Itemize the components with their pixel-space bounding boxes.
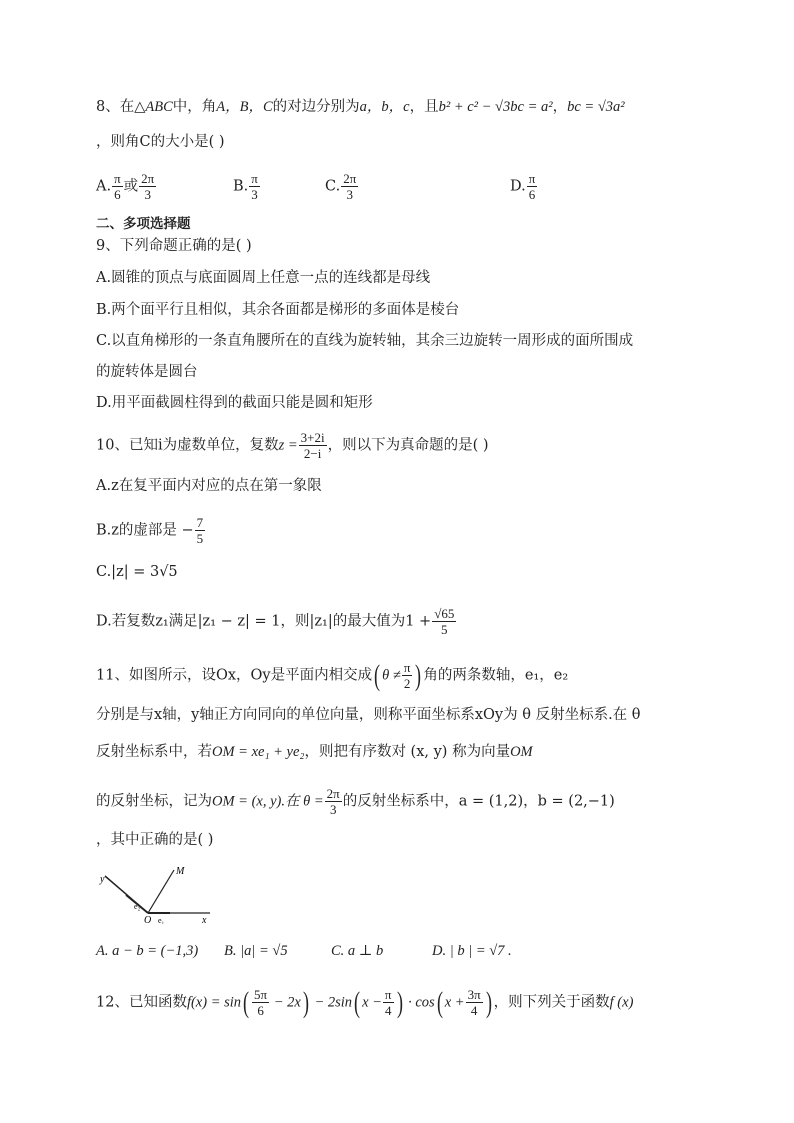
q9-option-d: D.用平面截圆柱得到的截面只能是圆和矩形 (96, 395, 373, 411)
q12-stem: 12、已知函数f(x) = sin( $\frac{5\pi}{6}$ − 2x) − 2sin( x − $\frac{\pi}{4}$ ) · cos( x + $\frac{3\pi}{4}$ ) ，则下列关于函数f (x) (96, 985, 634, 1019)
q11-line5: ，其中正确的是( ) (96, 832, 214, 848)
coordinate-figure (96, 862, 226, 924)
q8-line1: 8、在△ABC中，角A，B，C的对边分别为a，b，c，且b² + c² − √3bc = a²，bc = √3a² (96, 99, 625, 115)
q11-line2: 分别是与x轴，y轴正方向同向的单位向量，则称平面坐标系xOy为 θ 反射坐标系.在 θ (96, 707, 641, 723)
q9-stem: 9、下列命题正确的是( ) (96, 238, 252, 254)
q11-options (96, 941, 696, 963)
label-o: O (144, 915, 152, 924)
label-m: M (176, 866, 185, 877)
q11-option-c: C. a ⊥ b (331, 943, 384, 959)
label-y: y (100, 874, 105, 885)
q8-equation-2: bc = √3a² (567, 99, 625, 115)
q11-option-b: B. |a| = √5 (224, 943, 288, 959)
q8-option-c: C. $\frac{2\pi}{3}$ (325, 171, 357, 202)
q9-option-c-line1: C.以直角梯形的一条直角腰所在的直线为旋转轴，其余三边旋转一周形成的面所围成 (96, 333, 634, 349)
q11-line4: 的反射坐标，记为OM = (x, y).在 θ = $\frac{2\pi}{3}$ 的反射坐标系中，a = (1,2)，b = (2,−1) (96, 786, 615, 817)
q8-options (96, 169, 696, 205)
om-vector (148, 870, 174, 913)
label-x: x (202, 915, 207, 924)
q10-option-d: D.若复数z₁满足|z₁ − z| = 1，则|z₁|的最大值为1 + $\frac{√65}{5}$ (96, 606, 455, 637)
q11-option-a: A. a − b = (−1,3) (96, 943, 199, 959)
q8-option-a: A. $\frac{\pi}{6}$ 或 $\frac{2\pi}{3}$ (96, 171, 155, 202)
label-e2: e₂ (134, 902, 141, 911)
q8-option-d: D. $\frac{\pi}{6}$ (510, 171, 536, 202)
q8-line2: ，则角C的大小是( ) (96, 134, 225, 150)
q8-option-b: B. $\frac{\pi}{3}$ (233, 171, 258, 202)
q11-vector-equation: OM = xe₁ + ye₂ (212, 744, 305, 760)
q11-option-d: D. | b | = √7 . (432, 943, 512, 959)
q11-line1: 11、如图所示，设Ox，Oy是平面内相交成( θ ≠ $\frac{\pi}{2}$ ) 角的两条数轴，e₁，e₂ (96, 658, 569, 692)
q9-option-c-line2: 的旋转体是圆台 (96, 364, 198, 380)
q10-stem: 10、已知i为虚数单位，复数z = $\frac{3+2i}{2-i}$ ，则以下为真命题的是( ) (96, 430, 489, 461)
q11-line3: 反射坐标系中，若OM = xe₁ + ye₂，则把有序数对 (x, y) 称为向量OM (96, 744, 533, 760)
q8-number: 8、 (96, 99, 120, 115)
q9-option-b: B.两个面平行且相似，其余各面都是梯形的多面体是棱台 (96, 302, 460, 318)
q10-option-a: A.z在复平面内对应的点在第一象限 (96, 478, 322, 494)
section-title: 二、多项选择题 (96, 216, 191, 232)
q9-option-a: A.圆锥的顶点与底面圆周上任意一点的连线都是母线 (96, 270, 431, 286)
q10-option-c: C.|z| = 3√5 (96, 564, 178, 580)
q8-equation-1: b² + c² − √3bc = a² (438, 99, 553, 115)
q10-option-b: B.z的虚部是 − $\frac{7}{5}$ (96, 515, 204, 546)
label-e1: e₁ (158, 916, 165, 924)
